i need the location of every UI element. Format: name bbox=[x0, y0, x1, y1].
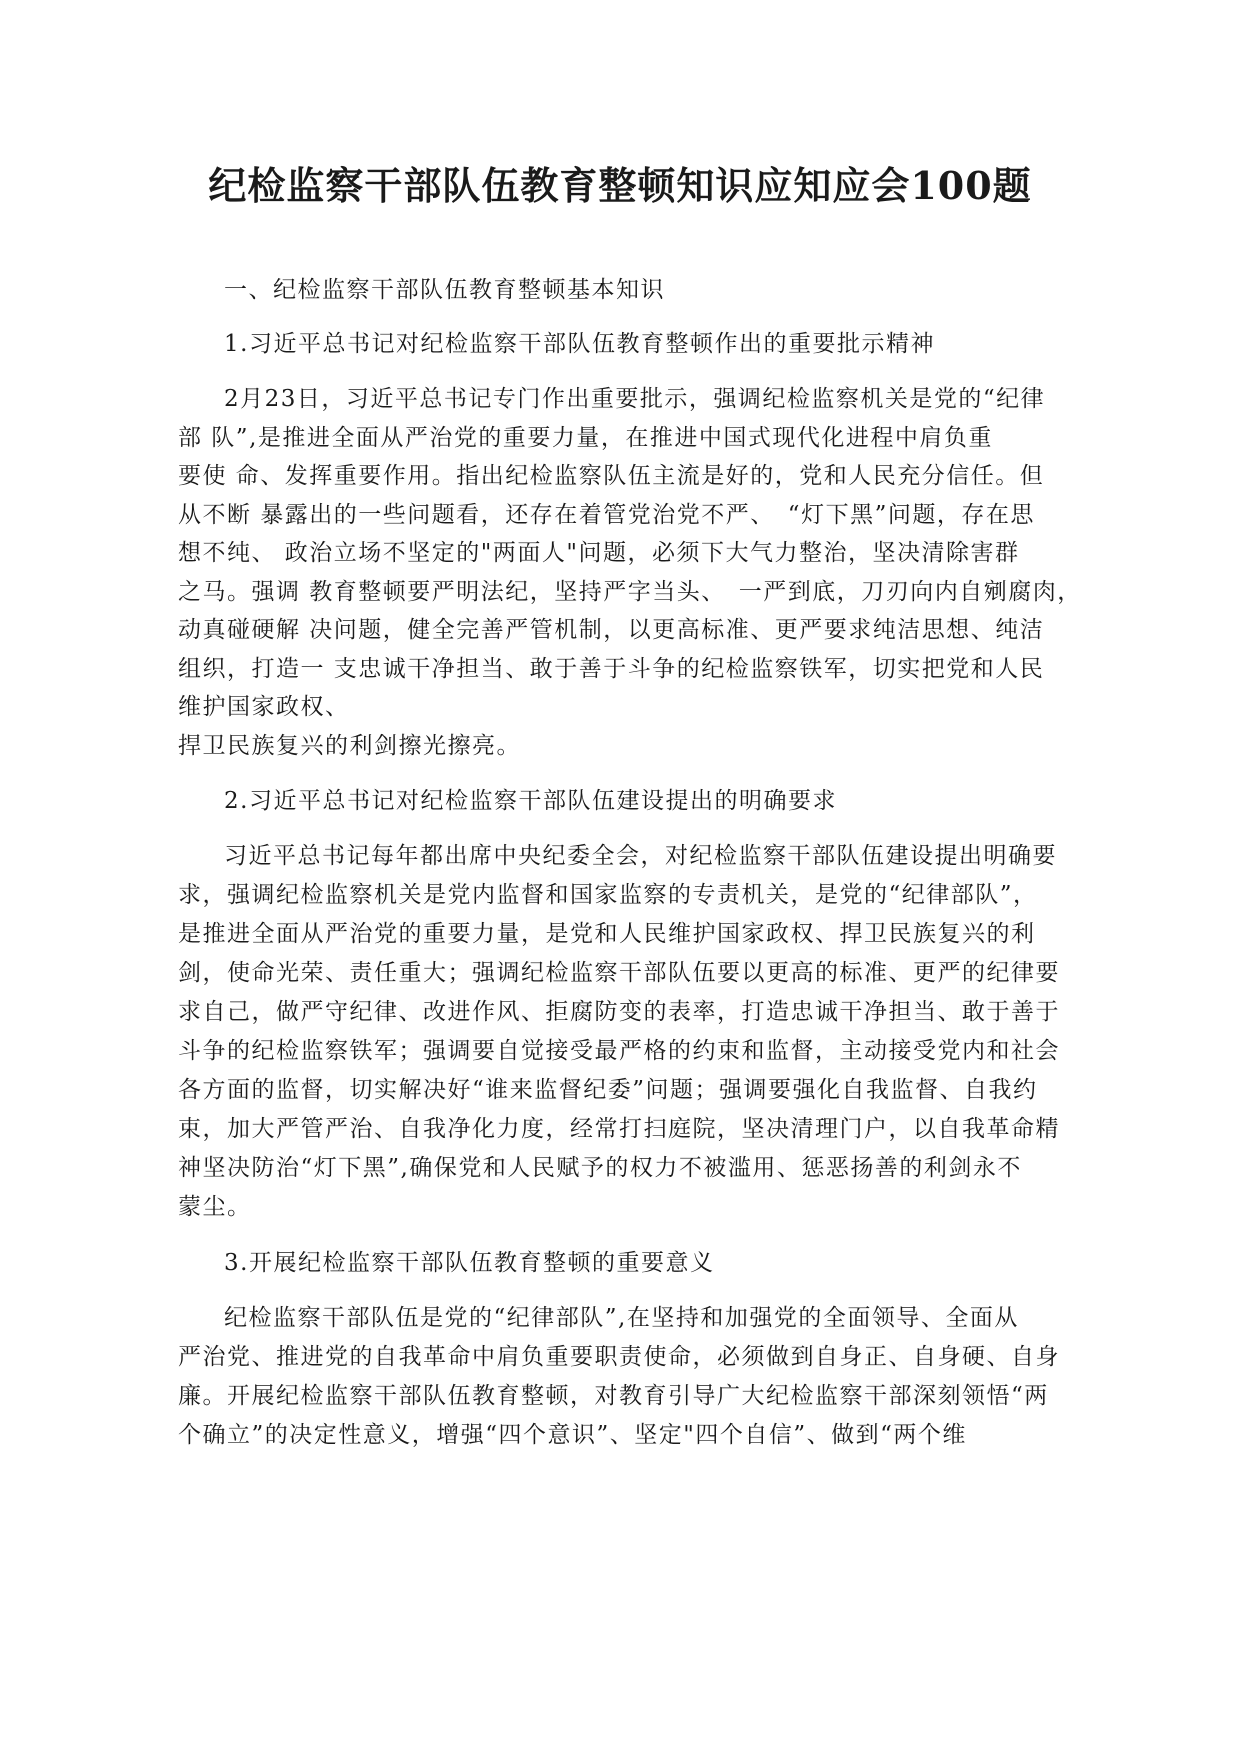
item-paragraph-2 bbox=[178, 837, 1078, 1227]
paragraph-line: 严治党、推进党的自我革命中肩负重要职责使命，必须做到自身正、自身硬、自身 bbox=[178, 1344, 1060, 1370]
item-heading-3: 3.开展纪检监察干部队伍教育整顿的重要意义 bbox=[224, 1250, 715, 1276]
paragraph-line: 各方面的监督，切实解决好“谁来监督纪委”问题；强调要强化自我监督、自我约 bbox=[178, 1077, 1038, 1103]
paragraph-line: 束，加大严管严治、自我净化力度，经常打扫庭院，坚决清理门户，以自我革命精 bbox=[178, 1116, 1060, 1142]
item-paragraph-3 bbox=[178, 1299, 1078, 1455]
document-body bbox=[178, 272, 1082, 1473]
paragraph-line: 组织，打造一 支忠诚干净担当、敢于善于斗争的纪检监察铁军，切实把党和人民 bbox=[178, 655, 1045, 682]
paragraph-line: 部 队”,是推进全面从严治党的重要力量，在推进中国式现代化进程中肩负重 bbox=[178, 424, 993, 451]
paragraph-line: 动真碰硬解 决问题，健全完善严管机制，以更高标准、更严要求纯洁思想、纯洁 bbox=[178, 617, 1045, 643]
item-paragraph-1 bbox=[178, 380, 1082, 765]
paragraph-line: 从不断 暴露出的一些问题看，还存在着管党治党不严、 “灯下黑”问题，存在思 bbox=[178, 501, 1035, 528]
paragraph-line: 习近平总书记每年都出席中央纪委全会，对纪检监察干部队伍建设提出明确要 bbox=[224, 843, 1057, 869]
paragraph-line: 纪检监察干部队伍是党的“纪律部队”,在坚持和加强党的全面领导、全面从 bbox=[224, 1305, 1019, 1331]
paragraph-line: 剑，使命光荣、责任重大；强调纪检监察干部队伍要以更高的标准、更严的纪律要 bbox=[178, 960, 1060, 986]
item-heading-2: 2.习近平总书记对纪检监察干部队伍建设提出的明确要求 bbox=[224, 788, 837, 814]
paragraph-line: 求，强调纪检监察机关是党内监督和国家监察的专责机关，是党的“纪律部队”， bbox=[178, 882, 1038, 908]
paragraph-line: 之马。强调 教育整顿要严明法纪，坚持严字当头、 一严到底，刀刃向内自剜腐肉， bbox=[178, 578, 1082, 605]
paragraph-line: 2月23日，习近平总书记专门作出重要批示，强调纪检监察机关是党的“纪律 bbox=[224, 386, 1046, 412]
item-heading-1: 1.习近平总书记对纪检监察干部队伍教育整顿作出的重要批示精神 bbox=[224, 331, 935, 357]
paragraph-line: 要使 命、发挥重要作用。指出纪检监察队伍主流是好的，党和人民充分信任。但 bbox=[178, 463, 1045, 489]
paragraph-line: 蒙尘。 bbox=[178, 1194, 252, 1220]
paragraph-line: 维护国家政权、 bbox=[178, 694, 350, 720]
paragraph-line: 斗争的纪检监察铁军；强调要自觉接受最严格的约束和监督，主动接受党内和社会 bbox=[178, 1038, 1060, 1064]
section-heading: 一、纪检监察干部队伍教育整顿基本知识 bbox=[224, 277, 665, 303]
paragraph-line: 廉。开展纪检监察干部队伍教育整顿，对教育引导广大纪检监察干部深刻领悟“两 bbox=[178, 1383, 1049, 1409]
paragraph-line: 神坚决防治“灯下黑”,确保党和人民赋予的权力不被滥用、惩恶扬善的利剑永不 bbox=[178, 1155, 1022, 1181]
document-title: 纪检监察干部队伍教育整顿知识应知应会100题 bbox=[208, 163, 1032, 208]
paragraph-line: 求自己，做严守纪律、改进作风、拒腐防变的表率，打造忠诚干净担当、敢于善于 bbox=[178, 999, 1060, 1025]
paragraph-line: 是推进全面从严治党的重要力量，是党和人民维护国家政权、捍卫民族复兴的利 bbox=[178, 921, 1036, 947]
paragraph-line: 捍卫民族复兴的利剑擦光擦亮。 bbox=[178, 732, 521, 759]
paragraph-line: 个确立”的决定性意义，增强“四个意识”、坚定"四个自信”、做到“两个维 bbox=[178, 1422, 967, 1448]
paragraph-line: 想不纯、 政治立场不坚定的"两面人"问题，必须下大气力整治，坚决清除害群 bbox=[178, 540, 1020, 566]
